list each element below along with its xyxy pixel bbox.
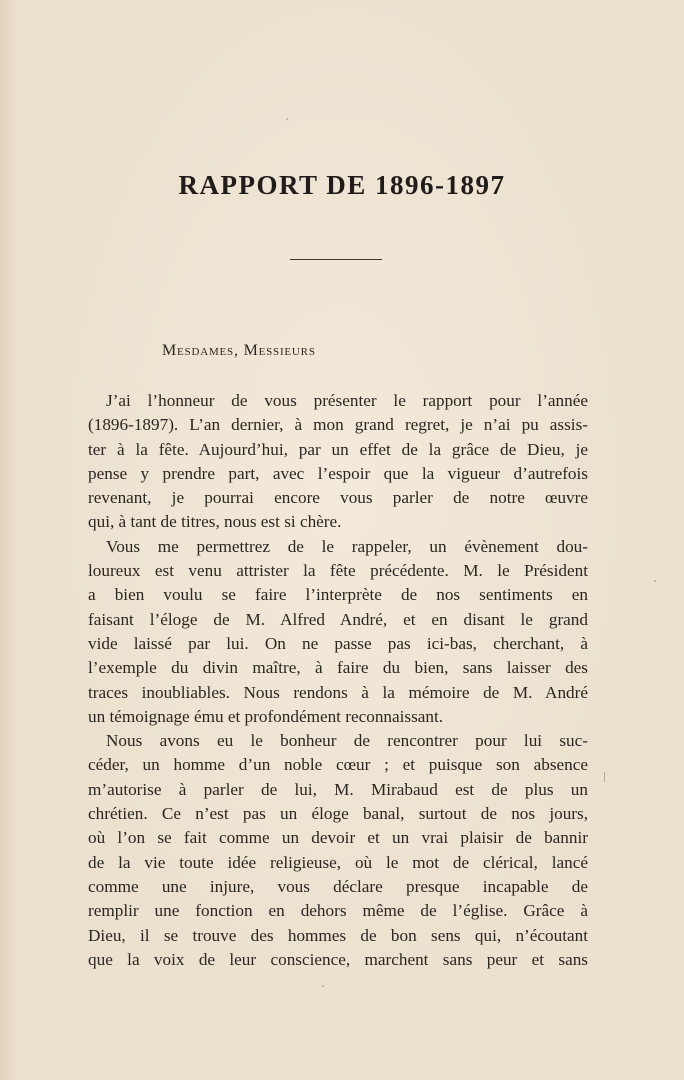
paragraph-1 bbox=[88, 389, 588, 535]
paragraph-3 bbox=[88, 729, 588, 972]
paper-speck bbox=[322, 985, 324, 987]
title-rule bbox=[290, 259, 382, 260]
text-line: céder, un homme d’un noble cœur ; et puisque son absence bbox=[88, 755, 588, 775]
text-line: Vous me permettrez de le rappeler, un évènement dou- bbox=[106, 536, 588, 556]
paper-speck bbox=[286, 118, 288, 120]
text-line: Dieu, il se trouve des hommes de bon sens qui, n’écoutant bbox=[88, 925, 588, 945]
text-line: faisant l’éloge de M. Alfred André, et en disant le grand bbox=[88, 609, 588, 629]
text-line: (1896-1897). L’an dernier, à mon grand regret, je n’ai pu assis- bbox=[88, 415, 588, 435]
text-line: traces inoubliables. Nous rendons à la mémoire de M. André bbox=[88, 682, 588, 702]
text-line: revenant, je pourrai encore vous parler de notre œuvre bbox=[88, 488, 588, 508]
text-line: l’exemple du divin maître, à faire du bien, sans laisser des bbox=[88, 658, 588, 678]
text-line: vide laissé par lui. On ne passe pas ici-bas, cherchant, à bbox=[88, 633, 588, 653]
text-line: loureux est venu attrister la fête précédente. M. le Président bbox=[88, 561, 588, 581]
text-line: m’autorise à parler de lui, M. Mirabaud est de plus un bbox=[88, 779, 588, 799]
text-line: remplir une fonction en dehors même de l’église. Grâce à bbox=[88, 901, 588, 921]
text-line: de la vie toute idée religieuse, où le mot de clérical, lancé bbox=[88, 852, 588, 872]
text-line: comme une injure, vous déclare presque incapable de bbox=[88, 876, 588, 896]
text-line: a bien voulu se faire l’interprète de nos sentiments en bbox=[88, 585, 588, 605]
text-line: un témoignage ému et profondément reconnaissant. bbox=[88, 706, 444, 726]
page-title: RAPPORT DE 1896-1897 bbox=[178, 170, 506, 200]
text-line: pense y prendre part, avec l’espoir que la vigueur d’autrefois bbox=[88, 463, 588, 483]
text-line: chrétien. Ce n’est pas un éloge banal, surtout de nos jours, bbox=[88, 804, 588, 824]
paragraph-2 bbox=[88, 535, 588, 729]
paper-speck bbox=[604, 772, 605, 782]
text-line: où l’on se fait comme un devoir et un vrai plaisir de bannir bbox=[88, 828, 588, 848]
text-line: ter à la fête. Aujourd’hui, par un effet de la grâce de Dieu, je bbox=[88, 439, 588, 459]
text-line: qui, à tant de titres, nous est si chère. bbox=[88, 512, 342, 532]
paper-speck bbox=[654, 580, 656, 582]
text-line: J’ai l’honneur de vous présenter le rapport pour l’année bbox=[106, 391, 588, 410]
body-text bbox=[88, 389, 588, 972]
text-line: Nous avons eu le bonheur de rencontrer pour lui suc- bbox=[106, 731, 588, 751]
text-line: que la voix de leur conscience, marchent sans peur et sans bbox=[88, 949, 588, 969]
salutation: Mesdames, Messieurs bbox=[162, 342, 316, 359]
